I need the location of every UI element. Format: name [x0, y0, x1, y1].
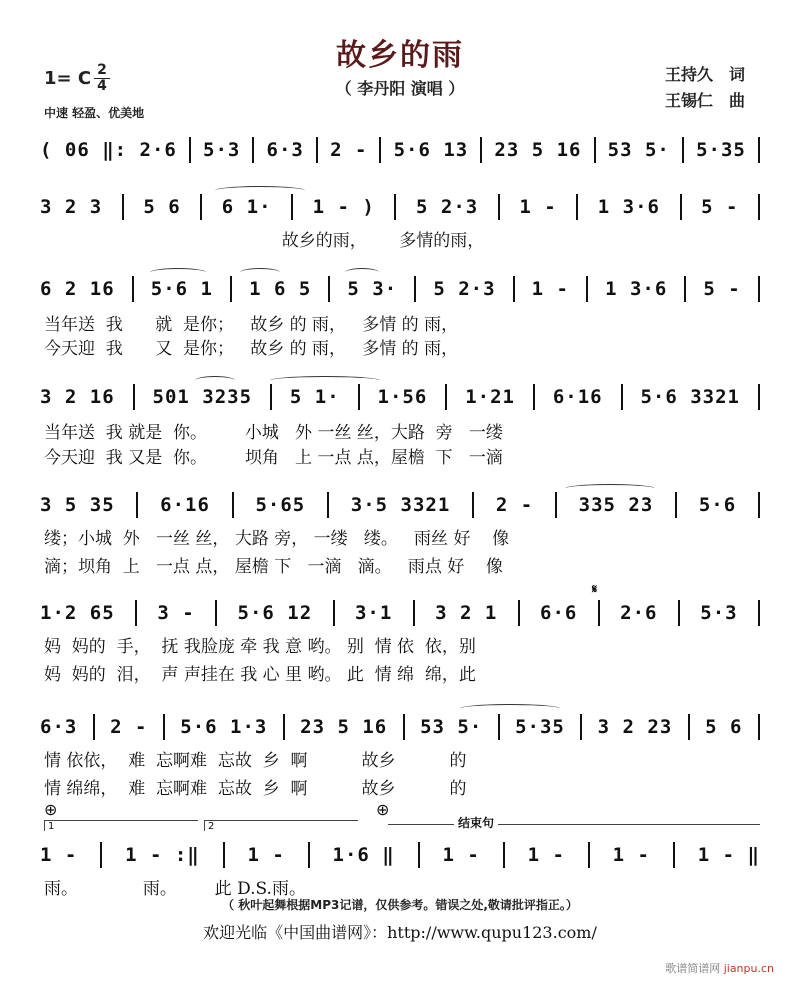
measure: 1 - :‖: [125, 844, 200, 866]
measure: 2·6: [620, 602, 658, 624]
measure: 3·5 3321: [350, 494, 451, 516]
composer-credit: 王锡仁 曲: [664, 91, 745, 110]
measure: 1·6 ‖: [332, 844, 395, 866]
measure: 1 - ‖: [697, 844, 760, 866]
measure: 1 -: [519, 196, 557, 218]
measure: 5·3: [700, 602, 738, 624]
staff-line-1: [40, 135, 760, 165]
lyric-line: 情 依依， 难 忘啊难 忘故 乡 啊 故乡 的: [44, 751, 467, 771]
measure: 6 2 16: [40, 278, 115, 300]
singer-credit: （ 李丹阳 演唱 ）: [335, 79, 465, 98]
measure: 5·6 1·3: [180, 716, 268, 738]
measure: 5·6 12: [237, 602, 313, 624]
measure: 6·16: [160, 494, 210, 516]
song-title: 故乡的雨: [336, 38, 464, 73]
staff-line-4: [40, 382, 760, 412]
measure: 6·3: [40, 716, 78, 738]
measure: 5·6 13: [393, 139, 469, 161]
measure: 1·56: [377, 386, 428, 408]
measure: 23 5 16: [494, 139, 582, 161]
measure: 6 1·: [221, 196, 272, 218]
measure: 1 -: [531, 278, 569, 300]
measure: 5·65: [255, 494, 306, 516]
measure: 3·1: [354, 602, 393, 624]
coda-icon: ⊕: [44, 800, 58, 819]
lyric-line: 滴；坝角 上 一点 点， 屋檐 下 一滴 滴。 雨点 好 像: [44, 557, 503, 577]
measure: 1 3·6: [597, 196, 660, 218]
measure: 23 5 16: [300, 716, 388, 738]
lyric-line: 雨。 雨。 此 D.S.雨。: [44, 879, 306, 899]
lyric-line: 今天迎 我 又是 你。 坝角 上 一点 点，屋檐 下 一滴: [44, 448, 503, 468]
lyric-line: 当年送 我 就是 你。 小城 外 一丝 丝，大路 旁 一缕: [44, 423, 503, 443]
measure: 6·3: [266, 139, 304, 161]
lyric-line: 妈 妈的 手， 抚 我脸庞 牵 我 意 哟。 别 情 依 依，别: [44, 637, 476, 657]
transcription-note: （ 秋叶起舞根据MP3记谱，仅供参考。错误之处,敬请批评指正。）: [222, 898, 578, 912]
volta-1: 1: [44, 820, 198, 831]
measure: 501 3235: [152, 386, 253, 408]
measure: 5 6: [143, 196, 181, 218]
measure: 3 2 16: [40, 386, 115, 408]
tempo-marking: 中速 轻盈、优美地: [44, 106, 145, 120]
lyric-line: 今天迎 我 又 是你； 故乡 的 雨， 多情 的 雨，: [44, 339, 459, 359]
measure: 1 -: [40, 844, 78, 866]
lyricist-credit: 王持久 词: [664, 65, 745, 84]
measure: 1·21: [465, 386, 515, 408]
lyric-line: 妈 妈的 泪， 声 声挂在 我 心 里 哟。 此 情 绵 绵，此: [44, 665, 476, 685]
staff-line-5: [40, 490, 760, 520]
volta-2: 2: [204, 820, 358, 831]
lyric-line: 当年送 我 就 是你； 故乡 的 雨， 多情 的 雨，: [44, 315, 459, 335]
staff-line-8: [40, 840, 760, 870]
measure: 5 -: [703, 278, 741, 300]
measure: 5 2·3: [433, 278, 496, 300]
time-top: 2: [97, 62, 107, 78]
lyric-line: 情 绵绵， 难 忘啊难 忘故 乡 啊 故乡 的: [44, 779, 467, 799]
staff-line-3: [40, 274, 760, 304]
site-welcome: 欢迎光临《中国曲谱网》：http://www.qupu123.com/: [203, 923, 597, 942]
measure: 5·6 1: [150, 278, 213, 300]
measure: 1·2 65: [40, 602, 115, 624]
coda-icon: ⊕: [376, 800, 390, 819]
key-signature: 1= C: [44, 68, 92, 89]
staff-line-7: [40, 712, 760, 742]
measure: 1 - ): [312, 196, 375, 218]
measure: 1 -: [442, 844, 480, 866]
measure: 5 1·: [289, 386, 340, 408]
lyric-line: 缕；小城 外 一丝 丝， 大路 旁， 一缕 缕。 雨丝 好 像: [44, 529, 510, 549]
measure: 3 2 3: [40, 196, 103, 218]
measure: 1 -: [527, 844, 565, 866]
staff-line-2: [40, 192, 760, 222]
measure: 5·35: [696, 139, 746, 161]
measure: 5·6 3321: [640, 386, 740, 408]
staff-line-6: [40, 598, 760, 628]
measure: 5·35: [515, 716, 565, 738]
measure: 1 -: [612, 844, 650, 866]
measure: 6·6: [540, 602, 578, 624]
measure: 53 5·: [420, 716, 483, 738]
ending-label: 结束句: [454, 814, 498, 831]
measure: 3 -: [157, 602, 195, 624]
measure: 1 6 5: [249, 278, 312, 300]
measure: 1 -: [247, 844, 285, 866]
watermark: [665, 960, 774, 976]
measure: 2 -: [330, 139, 368, 161]
measure: 2 -: [495, 494, 534, 516]
measure: 5·6: [698, 494, 737, 516]
measure: 6·16: [552, 386, 603, 408]
segno-icon: 𝄋: [592, 582, 598, 596]
measure: ( 06 ‖: 2·6: [40, 139, 177, 161]
measure: 5 -: [701, 196, 739, 218]
measure: 2 -: [110, 716, 148, 738]
measure: 3 5 35: [40, 494, 115, 516]
measure: 5 6: [705, 716, 743, 738]
measure: 5·3: [203, 139, 241, 161]
measure: 335 23: [578, 494, 654, 516]
lyric-line: 故乡的雨， 多情的雨，: [44, 231, 485, 251]
watermark-domain: jianpu.cn: [723, 962, 774, 975]
time-signature: [94, 64, 110, 93]
measure: 53 5·: [607, 139, 670, 161]
measure: 3 2 1: [435, 602, 498, 624]
time-bottom: 4: [97, 78, 107, 94]
measure: 5 3·: [347, 278, 398, 300]
measure: 3 2 23: [597, 716, 673, 738]
measure: 1 3·6: [605, 278, 668, 300]
measure: 5 2·3: [416, 196, 479, 218]
watermark-site: 歌谱简谱网: [665, 962, 721, 975]
